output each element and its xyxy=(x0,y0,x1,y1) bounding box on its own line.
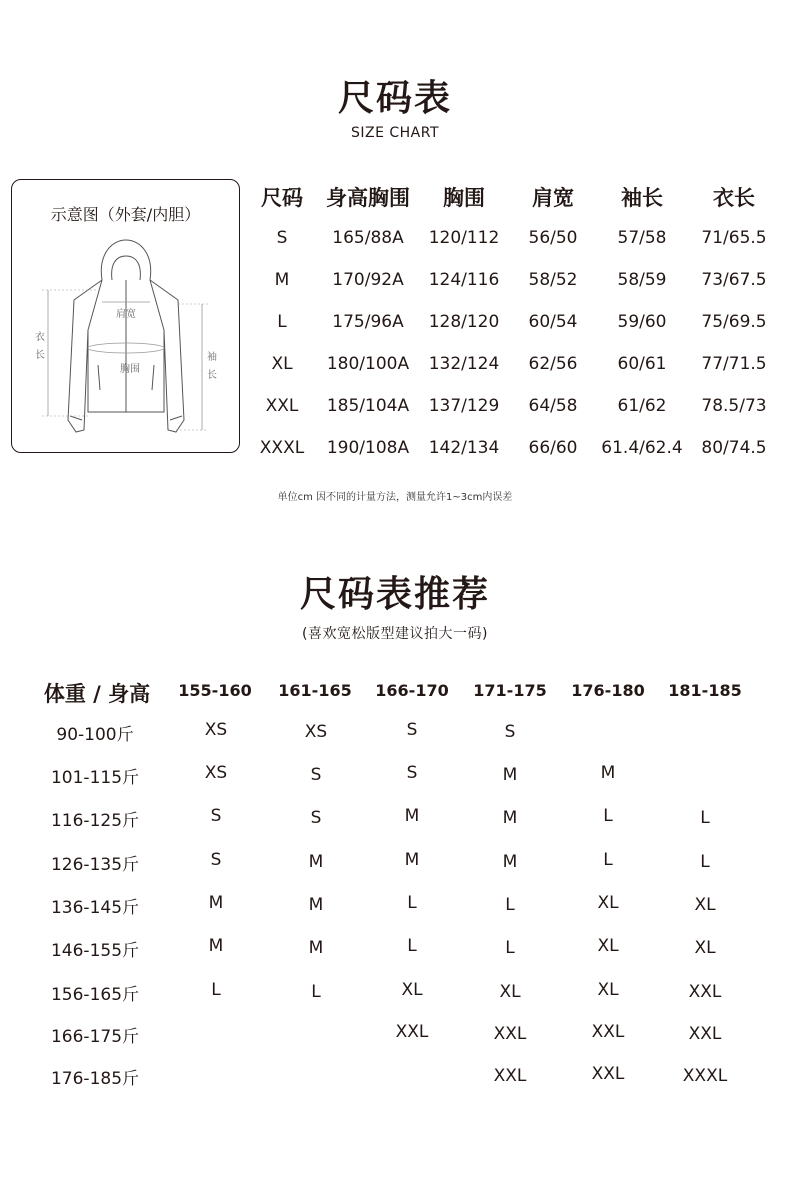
size-cell: L xyxy=(603,806,613,826)
table-cell: XXXL xyxy=(259,438,305,458)
diagram-caption: 示意图（外套/内胆） xyxy=(50,205,201,224)
weight-label: 136-145斤 xyxy=(50,898,140,918)
table-cell: 60/54 xyxy=(528,312,578,332)
size-cell: L xyxy=(311,982,321,1002)
table-cell: 64/58 xyxy=(528,396,578,416)
size-cell: M xyxy=(502,765,518,785)
size-cell: XS xyxy=(204,720,228,740)
table-cell: 128/120 xyxy=(428,312,500,332)
table-cell: 124/116 xyxy=(428,270,500,290)
height-header: 171-175 xyxy=(473,681,547,700)
size-cell: S xyxy=(210,806,222,826)
size-cell: XS xyxy=(304,722,328,742)
size-cell: M xyxy=(404,806,420,826)
size-cell: S xyxy=(310,765,322,785)
table-cell: 75/69.5 xyxy=(701,312,767,332)
label-sleeve-2: 长 xyxy=(207,370,217,381)
height-header: 155-160 xyxy=(178,681,252,700)
size-cell: XXXL xyxy=(682,1066,728,1086)
size-cell: S xyxy=(504,722,516,742)
table-cell: 61/62 xyxy=(617,396,667,416)
recommend-title: 尺码表推荐 xyxy=(299,574,490,615)
weight-label: 90-100斤 xyxy=(56,725,134,745)
size-cell: S xyxy=(406,763,418,783)
height-header: 166-170 xyxy=(375,681,449,700)
table-cell: 78.5/73 xyxy=(701,396,767,416)
size-cell: L xyxy=(505,895,515,915)
table-cell: 71/65.5 xyxy=(701,228,767,248)
size-cell: S xyxy=(406,720,418,740)
table-cell: 165/88A xyxy=(332,228,404,248)
table-cell: 142/134 xyxy=(428,438,500,458)
size-cell: XL xyxy=(694,938,716,958)
size-cell: XXL xyxy=(591,1022,625,1042)
size-cell: XXL xyxy=(688,982,722,1002)
size-cell: XL xyxy=(597,893,619,913)
weight-label: 126-135斤 xyxy=(50,855,140,875)
size-cell: M xyxy=(308,852,324,872)
label-length-1: 衣 xyxy=(35,332,45,343)
size-chart-subtitle: SIZE CHART xyxy=(350,125,440,141)
col-header-height-chest: 身高胸围 xyxy=(326,186,410,210)
size-cell: XXL xyxy=(688,1024,722,1044)
height-header: 176-180 xyxy=(571,681,645,700)
col-header-shoulder: 肩宽 xyxy=(532,186,574,210)
table-cell: S xyxy=(276,228,288,248)
size-cell: L xyxy=(407,893,417,913)
size-cell: M xyxy=(502,852,518,872)
col-header-length: 衣长 xyxy=(713,186,755,210)
table-cell: 190/108A xyxy=(326,438,410,458)
table-cell: 58/59 xyxy=(617,270,667,290)
table-cell: 61.4/62.4 xyxy=(601,438,683,458)
height-header: 161-165 xyxy=(278,681,352,700)
size-cell: XL xyxy=(499,982,521,1002)
size-cell: XXL xyxy=(493,1024,527,1044)
table-cell: 60/61 xyxy=(617,354,667,374)
table-cell: 58/52 xyxy=(528,270,578,290)
size-cell: M xyxy=(404,850,420,870)
table-cell: 170/92A xyxy=(332,270,404,290)
height-header: 181-185 xyxy=(668,681,742,700)
measurement-note: 单位cm 因不同的计量方法，测量允许1~3cm内误差 xyxy=(277,492,513,503)
table-cell: 80/74.5 xyxy=(701,438,767,458)
corner-header: 体重 / 身高 xyxy=(43,682,151,706)
weight-label: 176-185斤 xyxy=(50,1069,140,1089)
col-header-size: 尺码 xyxy=(261,186,303,210)
table-cell: 185/104A xyxy=(326,396,410,416)
size-cell: M xyxy=(308,895,324,915)
size-chart-title: 尺码表 xyxy=(337,78,452,119)
label-length-2: 长 xyxy=(35,350,45,361)
size-cell: XXL xyxy=(493,1066,527,1086)
table-cell: 62/56 xyxy=(528,354,578,374)
weight-label: 146-155斤 xyxy=(50,941,140,961)
size-cell: S xyxy=(210,850,222,870)
table-cell: 120/112 xyxy=(428,228,500,248)
size-cell: XL xyxy=(694,895,716,915)
jacket-outline-icon xyxy=(12,180,241,454)
table-cell: 59/60 xyxy=(617,312,667,332)
label-chest: 胸围 xyxy=(120,364,140,375)
col-header-chest: 胸围 xyxy=(443,186,485,210)
table-cell: 57/58 xyxy=(617,228,667,248)
size-cell: M xyxy=(208,893,224,913)
table-cell: L xyxy=(277,312,287,332)
weight-label: 116-125斤 xyxy=(50,811,140,831)
size-cell: XL xyxy=(401,980,423,1000)
size-cell: XS xyxy=(204,763,228,783)
size-cell: L xyxy=(407,936,417,956)
size-cell: M xyxy=(308,938,324,958)
table-cell: 73/67.5 xyxy=(701,270,767,290)
size-cell: XL xyxy=(597,936,619,956)
size-cell: XL xyxy=(597,980,619,1000)
size-cell: L xyxy=(700,808,710,828)
weight-label: 101-115斤 xyxy=(50,768,140,788)
table-cell: XXL xyxy=(265,396,299,416)
table-cell: XL xyxy=(271,354,293,374)
size-cell: M xyxy=(502,808,518,828)
label-shoulder: 肩宽 xyxy=(116,309,136,320)
table-cell: 180/100A xyxy=(326,354,410,374)
recommend-subtitle: (喜欢宽松版型建议拍大一码) xyxy=(302,626,488,642)
table-cell: 132/124 xyxy=(428,354,500,374)
weight-label: 156-165斤 xyxy=(50,985,140,1005)
size-cell: L xyxy=(700,852,710,872)
size-cell: L xyxy=(505,938,515,958)
table-cell: 137/129 xyxy=(428,396,500,416)
size-cell: M xyxy=(208,936,224,956)
table-cell: 56/50 xyxy=(528,228,578,248)
table-cell: 77/71.5 xyxy=(701,354,767,374)
size-cell: XXL xyxy=(591,1064,625,1084)
size-cell: L xyxy=(211,980,221,1000)
diagram-box xyxy=(11,179,240,453)
size-cell: M xyxy=(600,763,616,783)
col-header-sleeve: 袖长 xyxy=(621,186,663,210)
table-cell: 175/96A xyxy=(332,312,404,332)
size-cell: L xyxy=(603,850,613,870)
weight-label: 166-175斤 xyxy=(50,1027,140,1047)
size-cell: XXL xyxy=(395,1022,429,1042)
table-cell: 66/60 xyxy=(528,438,578,458)
label-sleeve-1: 袖 xyxy=(207,352,217,363)
size-cell: S xyxy=(310,808,322,828)
table-cell: M xyxy=(274,270,290,290)
